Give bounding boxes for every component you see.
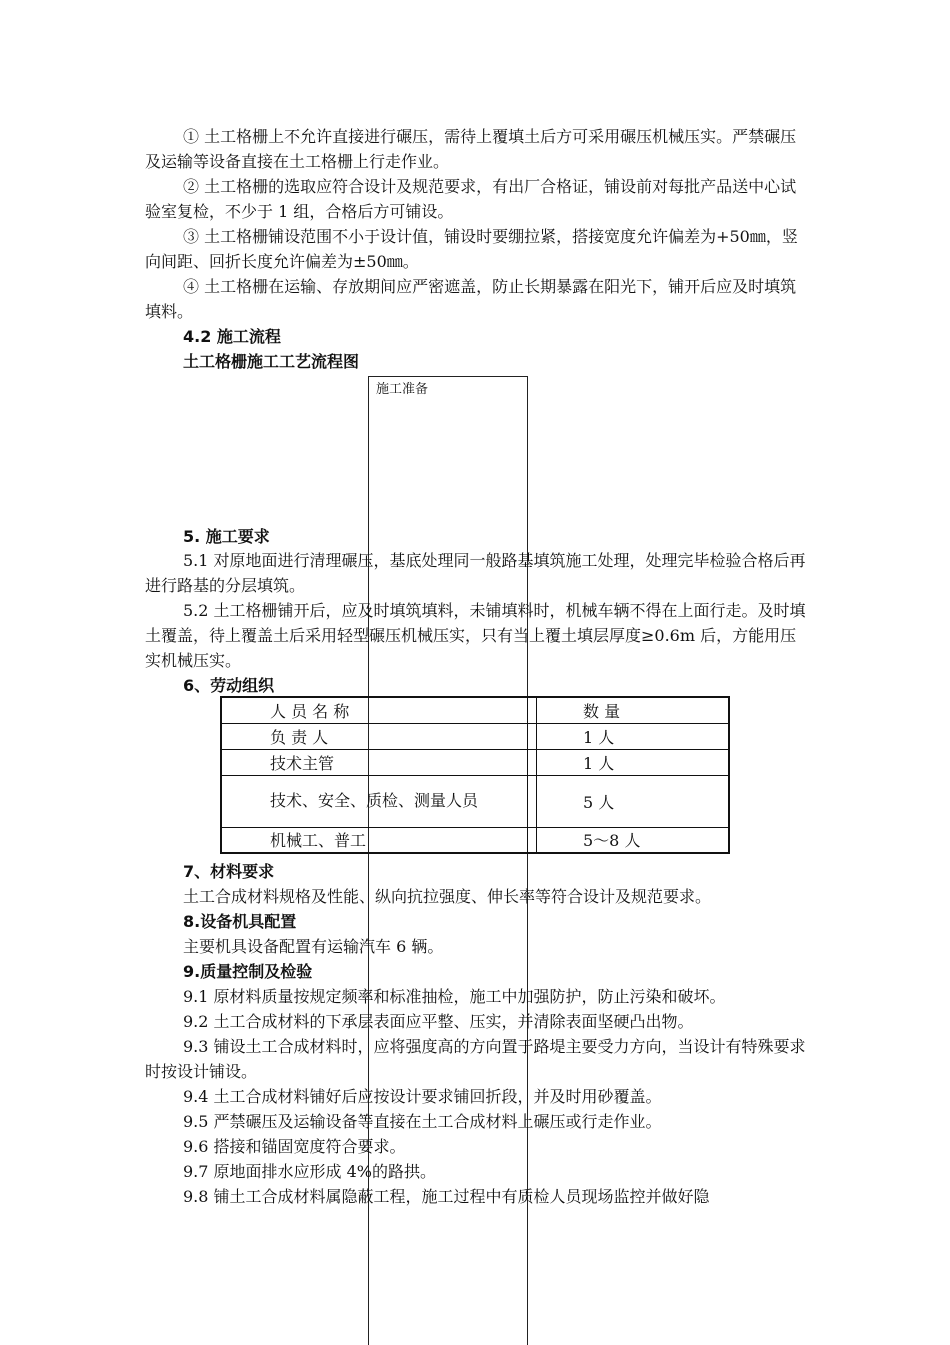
section-9-heading: 9.质量控制及检验	[183, 962, 313, 981]
paragraph-item-4: ④ 土工格栅在运输、存放期间应严密遮盖，防止长期暴露在阳光下，铺开后应及时填筑填料。	[145, 277, 797, 321]
section-9-item-1: 9.1 原材料质量按规定频率和标准抽检，施工中加强防护，防止污染和破坏。	[183, 987, 726, 1006]
section-9-item-4: 9.4 土工合成材料铺好后应按设计要求铺回折段，并及时用砂覆盖。	[183, 1087, 662, 1106]
table-cell-role: 技术、安全、质检、测量人员	[221, 775, 528, 827]
section-7-text: 土工合成材料规格及性能、纵向抗拉强度、伸长率等符合设计及规范要求。	[183, 887, 712, 906]
section-6-heading: 6、劳动组织	[183, 676, 275, 695]
table-cell-qty: 1 人	[537, 723, 730, 749]
table-row	[221, 749, 729, 775]
table-cell-role: 机械工、普工	[270, 831, 367, 851]
table-header-qty: 数 量	[537, 697, 730, 723]
table-row	[221, 723, 729, 749]
section-7-heading: 7、材料要求	[183, 862, 275, 881]
section-8-heading: 8.设备机具配置	[183, 912, 297, 931]
flowchart-step-prepare: 施工准备	[376, 382, 429, 397]
section-9-item-6: 9.6 搭接和锚固宽度符合要求。	[183, 1137, 406, 1156]
table-header-name: 人 员 名 称	[270, 701, 350, 721]
table-row	[221, 827, 729, 853]
section-5-item-1: 5.1 对原地面进行清理碾压，基底处理同一般路基填筑施工处理，处理完毕检验合格后再进行路基的分层填筑。	[145, 551, 806, 595]
paragraph-item-1: ① 土工格栅上不允许直接进行碾压，需待上覆填土后方可采用碾压机械压实。严禁碾压及运输等设备直接在土工格栅上行走作业。	[145, 127, 797, 171]
table-cell-qty: 5～8 人	[537, 827, 730, 853]
labor-table	[220, 696, 730, 854]
section-5-heading: 5. 施工要求	[183, 527, 270, 546]
table-cell-role: 技术主管	[270, 753, 335, 773]
section-9-item-2: 9.2 土工合成材料的下承层表面应平整、压实，并清除表面坚硬凸出物。	[183, 1012, 694, 1031]
section-9-item-5: 9.5 严禁碾压及运输设备等直接在土工合成材料上碾压或行走作业。	[183, 1112, 662, 1131]
section-4-2-heading: 4.2 施工流程	[183, 327, 281, 346]
flowchart-title: 土工格栅施工工艺流程图	[183, 352, 360, 371]
paragraph-item-2: ② 土工格栅的选取应符合设计及规范要求，有出厂合格证，铺设前对每批产品送中心试验室复检，不少于 1 组，合格后方可铺设。	[145, 177, 797, 221]
table-cell-qty: 5 人	[537, 775, 730, 827]
section-9-item-7: 9.7 原地面排水应形成 4%的路拱。	[183, 1162, 437, 1181]
table-cell-qty: 1 人	[537, 749, 730, 775]
table-row	[221, 775, 729, 827]
section-9-item-3: 9.3 铺设土工合成材料时，应将强度高的方向置于路堤主要受力方向，当设计有特殊要求时按设计铺设。	[145, 1037, 806, 1081]
table-cell-role: 负 责 人	[270, 727, 329, 747]
table-header-row	[221, 697, 729, 723]
section-5-item-2: 5.2 土工格栅铺开后，应及时填筑填料，未铺填料时，机械车辆不得在上面行走。及时填土覆盖，待上覆盖土后采用轻型碾压机械压实，只有当上覆土填层厚度≥0.6m 后，方能用压实机械压实。	[145, 601, 806, 670]
section-8-text: 主要机具设备配置有运输汽车 6 辆。	[183, 937, 444, 956]
paragraph-item-3: ③ 土工格栅铺设范围不小于设计值，铺设时要绷拉紧，搭接宽度允许偏差为+50㎜，竖向间距、回折长度允许偏差为±50㎜。	[145, 227, 798, 271]
section-9-item-8: 9.8 铺土工合成材料属隐蔽工程，施工过程中有质检人员现场监控并做好隐	[183, 1187, 710, 1206]
